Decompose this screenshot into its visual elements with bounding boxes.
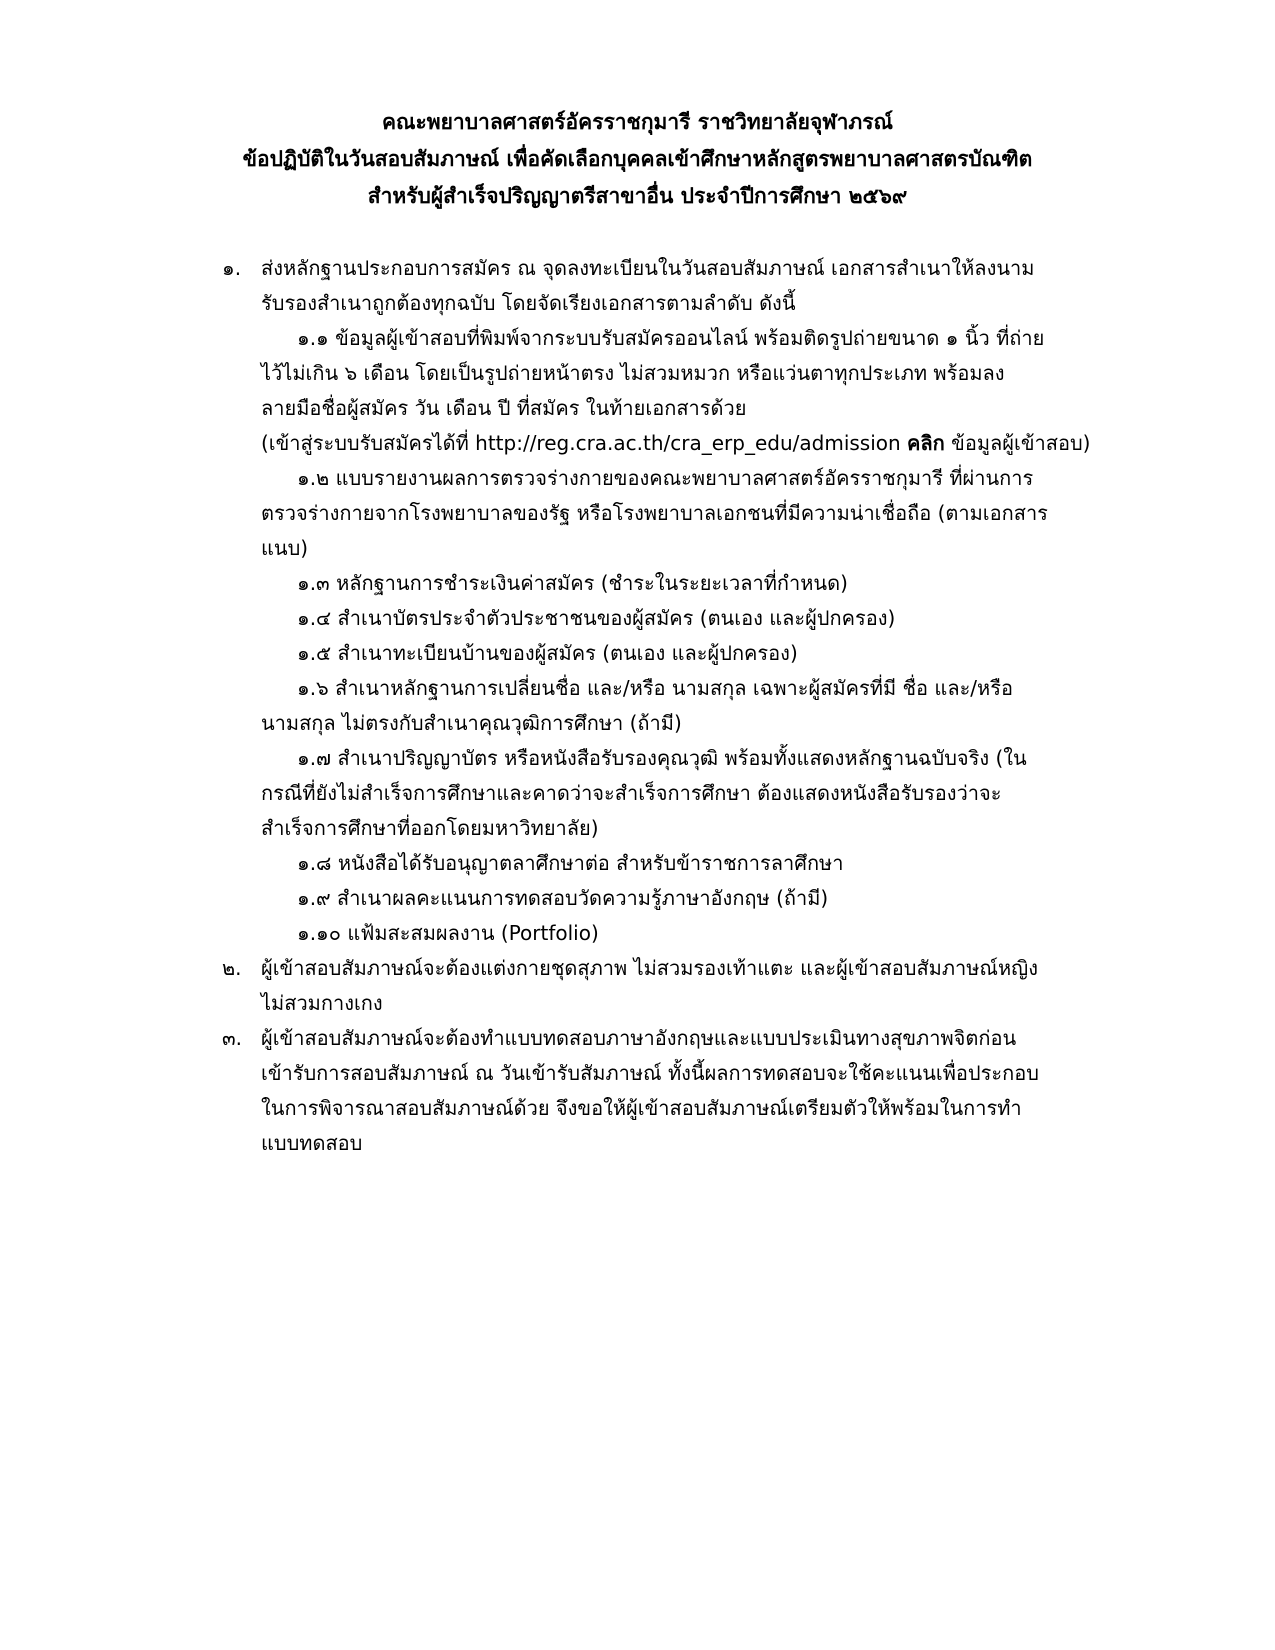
sub-item-1-9: ๑.๙ สำเนาผลคะแนนการทดสอบวัดความรู้ภาษาอังกฤษ (ถ้ามี)	[297, 886, 829, 910]
sub-item-1-4: ๑.๔ สำเนาบัตรประจำตัวประชาชนของผู้สมัคร (ตนเอง และผู้ปกครอง)	[297, 606, 896, 630]
sub-item-1-5: ๑.๕ สำเนาทะเบียนบ้านของผู้สมัคร (ตนเอง และผู้ปกครอง)	[297, 641, 798, 665]
item-number: ๒.	[222, 956, 242, 980]
sub-item-text-line: กรณีที่ยังไม่สำเร็จการศึกษาและคาดว่าจะสำเร็จการศึกษา ต้องแสดงหนังสือรับรองว่าจะ	[261, 781, 1002, 805]
link-prefix: (เข้าสู่ระบบรับสมัครได้ที่ http://reg.cra.ac.th/cra_erp_edu/admission	[261, 431, 908, 455]
item-text-line: ผู้เข้าสอบสัมภาษณ์จะต้องแต่งกายชุดสุภาพ ไม่สวมรองเท้าแตะ และผู้เข้าสอบสัมภาษณ์หญิง	[261, 956, 1038, 980]
click-label: คลิก	[907, 431, 945, 455]
item-text-line: ไม่สวมกางเกง	[261, 991, 383, 1015]
sub-item-text-line: ๑.๗ สำเนาปริญญาบัตร หรือหนังสือรับรองคุณวุฒิ พร้อมทั้งแสดงหลักฐานฉบับจริง (ใน	[297, 746, 1027, 770]
admission-link-line	[261, 425, 1090, 462]
item-number: ๓.	[222, 1026, 243, 1050]
item-text-line: เข้ารับการสอบสัมภาษณ์ ณ วันเข้ารับสัมภาษณ์ ทั้งนี้ผลการทดสอบจะใช้คะแนนเพื่อประกอบ	[261, 1061, 1039, 1085]
item-text-line: ผู้เข้าสอบสัมภาษณ์จะต้องทำแบบทดสอบภาษาอังกฤษและแบบประเมินทางสุขภาพจิตก่อน	[261, 1026, 1017, 1050]
sub-item-1-10: ๑.๑๐ แฟ้มสะสมผลงาน (Portfolio)	[297, 921, 599, 945]
link-suffix: ข้อมูลผู้เข้าสอบ)	[944, 431, 1091, 455]
sub-item-text-line: นามสกุล ไม่ตรงกับสำเนาคุณวุฒิการศึกษา (ถ้ามี)	[261, 711, 682, 735]
item-text-line: แบบทดสอบ	[261, 1131, 363, 1155]
item-text-line: ในการพิจารณาสอบสัมภาษณ์ด้วย จึงขอให้ผู้เข้าสอบสัมภาษณ์เตรียมตัวให้พร้อมในการทำ	[261, 1096, 1022, 1120]
sub-item-text-line: แนบ)	[261, 536, 309, 560]
header-subtitle-line: สำหรับผู้สำเร็จปริญญาตรีสาขาอื่น ประจำปีการศึกษา ๒๕๖๙	[367, 184, 908, 208]
sub-item-1-3: ๑.๓ หลักฐานการชำระเงินค่าสมัคร (ชำระในระยะเวลาที่กำหนด)	[297, 571, 848, 595]
sub-item-text-line: ๑.๑ ข้อมูลผู้เข้าสอบที่พิมพ์จากระบบรับสมัครออนไลน์ พร้อมติดรูปถ่ายขนาด ๑ นิ้ว ที่ถ่าย	[297, 326, 1045, 350]
sub-item-text-line: ลายมือชื่อผู้สมัคร วัน เดือน ปี ที่สมัคร ในท้ายเอกสารด้วย	[261, 396, 747, 420]
header-title-line: ข้อปฏิบัติในวันสอบสัมภาษณ์ เพื่อคัดเลือกบุคคลเข้าศึกษาหลักสูตรพยาบาลศาสตรบัณฑิต	[242, 147, 1033, 171]
document-header	[0, 104, 1275, 215]
item-number: ๑.	[222, 256, 242, 280]
sub-item-text-line: ไว้ไม่เกิน ๖ เดือน โดยเป็นรูปถ่ายหน้าตรง ไม่สวมหมวก หรือแว่นตาทุกประเภท พร้อมลง	[261, 361, 1005, 385]
sub-item-text-line: ๑.๖ สำเนาหลักฐานการเปลี่ยนชื่อ และ/หรือ นามสกุล เฉพาะผู้สมัครที่มี ชื่อ และ/หรือ	[297, 676, 1013, 700]
header-faculty-line: คณะพยาบาลศาสตร์อัครราชกุมารี ราชวิทยาลัยจุฬาภรณ์	[381, 110, 894, 134]
sub-item-1-8: ๑.๘ หนังสือได้รับอนุญาตลาศึกษาต่อ สำหรับข้าราชการลาศึกษา	[297, 851, 844, 875]
sub-item-text-line: ตรวจร่างกายจากโรงพยาบาลของรัฐ หรือโรงพยาบาลเอกชนที่มีความน่าเชื่อถือ (ตามเอกสาร	[261, 501, 1048, 525]
item-text-line: ส่งหลักฐานประกอบการสมัคร ณ จุดลงทะเบียนในวันสอบสัมภาษณ์ เอกสารสำเนาให้ลงนาม	[261, 256, 1035, 280]
sub-item-text-line: ๑.๒ แบบรายงานผลการตรวจร่างกายของคณะพยาบาลศาสตร์อัครราชกุมารี ที่ผ่านการ	[297, 466, 1034, 490]
sub-item-text-line: สำเร็จการศึกษาที่ออกโดยมหาวิทยาลัย)	[261, 816, 599, 840]
item-text-line: รับรองสำเนาถูกต้องทุกฉบับ โดยจัดเรียงเอกสารตามลำดับ ดังนี้	[261, 291, 796, 315]
